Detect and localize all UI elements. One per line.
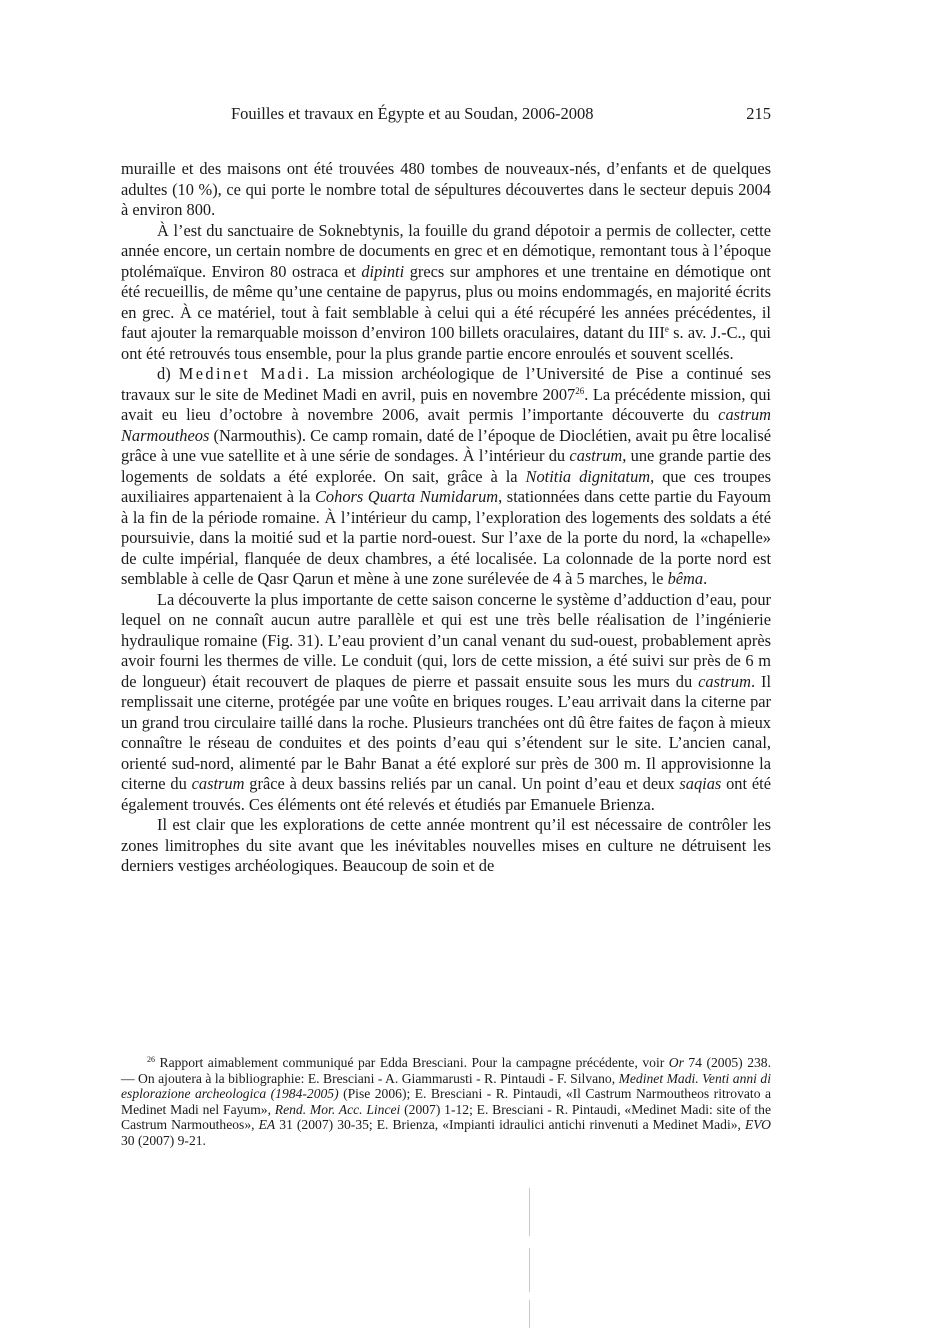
paragraph-2 [121,221,771,365]
footnote-number: 26 [147,1055,155,1064]
paragraph-1: muraille et des maisons ont été trouvées 480 tombes de nouveaux-nés, d’enfants et de quelques adultes (10 %), ce qui porte le nombre total de sépultures découvertes dans le secteur depuis 2004 à environ 800. [121,159,771,219]
running-head [121,104,771,128]
scan-artifact-line [529,1188,530,1236]
text-run: (2007) 1-12; E. Bresciani - R. Pintaudi, «Medinet Madi: site of the Castrum Narmoutheos», [121,1101,772,1133]
text-run: . Il remplissait une citerne, protégée par une voûte en briques rouges. L’eau arrivait dans la citerne par un grand trou circulaire taillé dans la roche. Plusieurs tranchées ont dû être faites de façon à mieux connaître le réseau de conduites et des points d’eau qui s’étendent sur le site. L’ancien canal, orienté sud-nord, alimenté par le Bahr Banat a été exploré sur près de 300 m. Il approvisionne la citerne du [121,671,771,793]
italic-term: castrum [191,774,245,793]
scan-artifact-line [529,1300,530,1328]
paragraph-4 [121,590,771,816]
italic-term: Cohors Quarta Numidarum [315,487,499,506]
italic-term: castrum [569,446,623,465]
text-run: 31 (2007) 30-35; E. Brienza, «Impianti idraulici antichi rinvenuti a Medinet Madi», [275,1117,745,1133]
text-run: . [703,569,708,588]
footnotes [121,1055,771,1149]
footnote-26 [121,1055,771,1149]
page-number: 215 [746,104,771,123]
text-run: , une grande partie des logements de soldats a été explorée. On sait, grâce à la [121,446,771,486]
text-run: . La précédente mission, qui avait eu lieu d’octobre à novembre 2006, avait permis l’importante découverte du [121,384,771,424]
scan-artifact-line [529,1248,530,1292]
section-site-name: Medinet Madi [178,364,305,383]
text-run: s. av. J.-C., qui ont été retrouvés tous ensemble, pour la plus grande partie encore enroulés et souvent scellés. [121,323,771,363]
text-run: À l’est du sanctuaire de Soknebtynis, la fouille du grand dépotoir a permis de collecter, cette année encore, un certain nombre de documents en grec et en démotique, remontant tous à l’époque ptolémaïque. Environ 80 ostraca et [121,220,771,281]
italic-title: Medinet Madi. Venti anni di esplorazione archeologica (1984-2005) [121,1070,771,1102]
italic-title: EVO [744,1117,772,1133]
italic-term: dipinti [361,261,405,281]
paragraph-5: Il est clair que les explorations de cette année montrent qu’il est nécessaire de contrôler les zones limitrophes du site avant que les inévitables nouvelles mises en culture ne détruisent les derniers vestiges archéologiques. Beaucoup de soin et de [121,815,771,875]
footnote-reference: 26 [575,385,585,396]
italic-term: saqias [679,774,722,793]
text-run: , stationnées dans cette partie du Fayoum à la fin de la période romaine. À l’intérieur du camp, l’exploration des logements des soldats a été poursuivie, dans la moitié sud et la partie nord-ouest. Sur l’axe de la porte du nord, la «chapelle» de culte impérial, flanquée de deux chambres, a été localisée. La colonnade de la porte nord est semblable à celle de Qasr Qarun et mène à une zone surélevée de 4 à 5 marches, le [121,487,771,588]
italic-term: castrum Narmoutheos [121,405,771,445]
text-run: grâce à deux bassins reliés par un canal. Un point d’eau et deux [244,774,680,793]
superscript: e [664,324,669,334]
running-head-title: Fouilles et travaux en Égypte et au Soudan, 2006-2008 [231,104,594,123]
text-run: . La mission archéologique de l’Université de Pise a continué ses travaux sur le site de Medinet Madi en avril, puis en novembre 2007 [121,364,771,404]
text-run: 30 (2007) 9-21. [121,1132,206,1148]
italic-term: bêma [667,569,704,588]
section-prefix: d) [157,364,179,383]
text-run: grecs sur amphores et une trentaine en démotique ont été recueillis, de même qu’une centaine de papyrus, plus ou moins endommagés, en majorité écrits en grec. À ce matériel, tout à fait semblable à celui qui a été récupéré les années précédentes, il faut ajouter la remarquable moisson d’environ 100 billets oraculaires, datant du III [121,261,771,342]
italic-title: Rend. Mor. Acc. Lincei [274,1101,401,1117]
text-run: Rapport aimablement communiqué par Edda Bresciani. Pour la campagne précédente, voir [155,1055,669,1070]
text-run: , que ces troupes auxiliaires appartenaient à la [121,466,771,506]
italic-term: Notitia dignitatum [525,466,651,486]
body-text [121,159,771,877]
italic-title: Or [668,1055,684,1070]
paragraph-3 [121,364,771,590]
italic-title: EA [258,1117,276,1133]
text-run: La découverte la plus importante de cette saison concerne le système d’adduction d’eau, pour lequel on ne connaît aucun autre parallèle et qui est une très belle réalisation de l’ingénierie hydraulique romaine (Fig. 31). L’eau provient d’un canal venant du sud-ouest, probablement après avoir fourni les thermes de ville. Le conduit (qui, lors de cette mission, a été suivi sur près de 6 m de longueur) était recouvert de plaques de pierre et passait ensuite sous les murs du [121,589,771,691]
text-run: (Pise 2006); E. Bresciani - R. Pintaudi, «Il Castrum Narmoutheos ritrovato a Medinet Madi nel Fayum», [121,1086,771,1117]
italic-term: castrum [698,671,751,691]
text-run: ont été également trouvés. Ces éléments ont été relevés et étudiés par Emanuele Brienza. [121,774,771,814]
text-run: (Narmouthis). Ce camp romain, daté de l’époque de Dioclétien, avait pu être localisé grâce à une vue satellite et à une série de sondages. À l’intérieur du [121,425,771,465]
text-run: 74 (2005) 238. — On ajoutera à la bibliographie: E. Bresciani - A. Giammarusti - R. Pintaudi - F. Silvano, [121,1055,772,1086]
